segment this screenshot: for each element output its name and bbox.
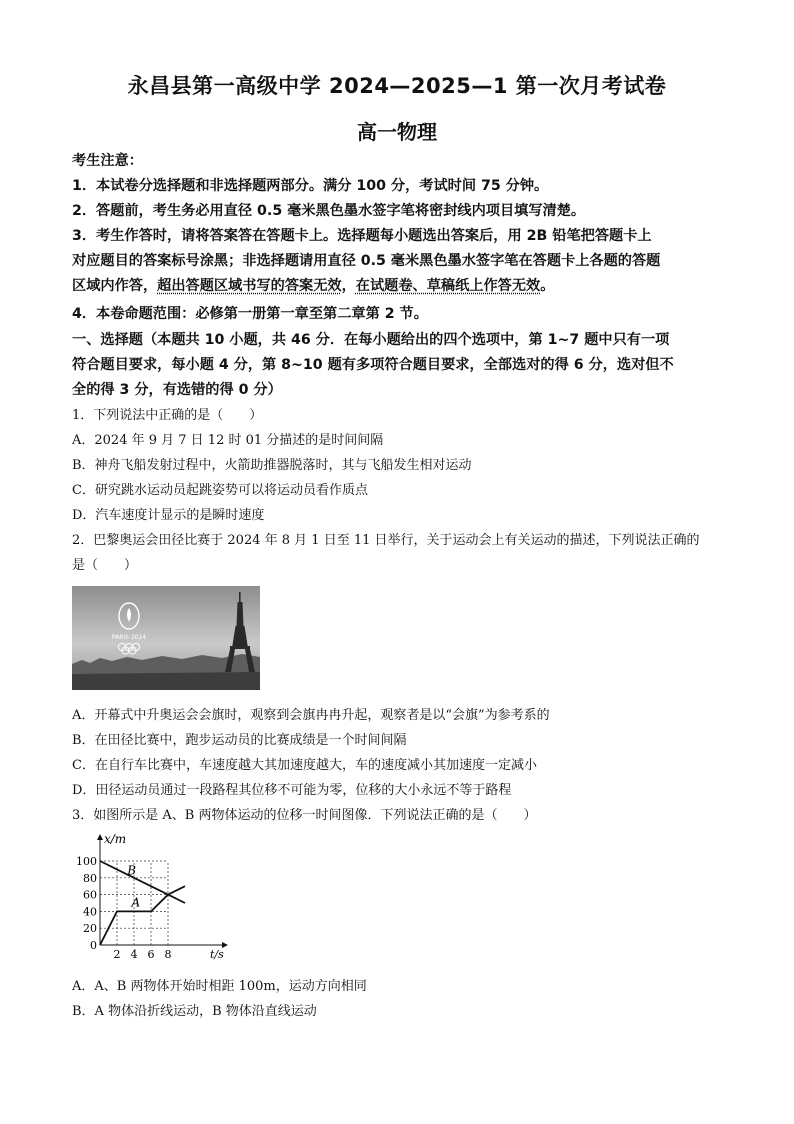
x-axis-label: t/s [210, 948, 224, 960]
section-1-line-2: 符合题目要求，每小题 4 分，第 8~10 题有多项符合题目要求，全部选对的得 6 分，选对但不 [72, 357, 674, 373]
notice-text: ， [341, 278, 356, 294]
notice-item-3-line-3 [72, 275, 554, 295]
x-tick-label: 4 [130, 948, 138, 960]
section-1-line-3: 全的得 3 分，有选错的得 0 分） [72, 382, 282, 398]
notice-text: 。 [540, 278, 555, 294]
origin-label: 0 [90, 939, 97, 952]
q2-option-d: D．田径运动员通过一段路程其位移不可能为零，位移的大小永远不等于路程 [72, 783, 512, 798]
q1-option-a: A．2024 年 9 月 7 日 12 时 01 分描述的是时间间隔 [72, 433, 384, 448]
y-tick-label: 80 [83, 871, 97, 885]
notice-item-2: 2．答题前，考生务必用直径 0.5 毫米黑色墨水签字笔将密封线内项目填写清楚。 [72, 203, 586, 219]
paris-2024-label: PARIS 2024 [111, 634, 147, 641]
emphasis-text: 超出答题区域书写的答案无效 [157, 278, 342, 294]
exam-subtitle: 高一物理 [357, 120, 437, 144]
q2-stem-line-2: 是（ ） [72, 558, 138, 573]
y-tick-label: 100 [76, 855, 97, 868]
q1-option-c: C．研究跳水运动员起跳姿势可以将运动员看作质点 [72, 483, 368, 498]
notice-text: 区域内作答， [72, 278, 158, 294]
displacement-time-graph [72, 832, 234, 960]
q2-option-a: A．开幕式中升奥运会会旗时，观察到会旗冉冉升起，观察者是以“会旗”为参考系的 [72, 708, 550, 723]
q1-option-b: B．神舟飞船发射过程中，火箭助推器脱落时，其与飞船发生相对运动 [72, 458, 472, 473]
q2-stem-line-1: 2．巴黎奥运会田径比赛于 2024 年 8 月 1 日至 11 日举行，关于运动会上有关运动的描述，下列说法正确的 [72, 533, 700, 548]
series-line-a [100, 886, 185, 945]
x-tick-label: 2 [113, 948, 121, 960]
notice-heading: 考生注意： [72, 153, 143, 169]
q1-stem: 1．下列说法中正确的是（ ） [72, 408, 263, 423]
section-1-line-1: 一、选择题（本题共 10 小题，共 46 分．在每小题给出的四个选项中，第 1~7 题中只有一项 [72, 332, 670, 348]
q3-option-a: A．A、B 两物体开始时相距 100m，运动方向相同 [72, 979, 367, 994]
paris-2024-photo [72, 586, 260, 690]
notice-item-1: 1．本试卷分选择题和非选择题两部分。满分 100 分，考试时间 75 分钟。 [72, 178, 549, 194]
notice-item-3-line-2: 对应题目的答案标号涂黑；非选择题请用直径 0.5 毫米黑色墨水签字笔在答题卡上各题的答题 [72, 253, 661, 269]
series-label-a: A [131, 895, 141, 910]
city-foreground [72, 672, 260, 690]
x-tick-label: 8 [164, 948, 172, 960]
series-label-b: B [127, 863, 137, 878]
y-axis-arrow-icon [97, 834, 103, 840]
notice-item-4: 4．本卷命题范围：必修第一册第一章至第二章第 2 节。 [72, 306, 428, 322]
q3-stem: 3．如图所示是 A、B 两物体运动的位移一时间图像．下列说法正确的是（ ） [72, 808, 537, 823]
y-tick-label: 20 [83, 922, 97, 936]
y-tick-label: 60 [83, 888, 97, 902]
y-axis-label: x/m [104, 832, 127, 846]
series-line-b [100, 861, 185, 903]
emphasis-text: 在试题卷、草稿纸上作答无效 [355, 278, 541, 294]
q2-option-c: C．在自行车比赛中，车速度越大其加速度越大，车的速度减小其加速度一定减小 [72, 758, 537, 773]
q2-option-b: B．在田径比赛中，跑步运动员的比赛成绩是一个时间间隔 [72, 733, 407, 748]
q3-option-b: B．A 物体沿折线运动，B 物体沿直线运动 [72, 1004, 317, 1019]
x-tick-label: 6 [147, 948, 155, 960]
notice-item-3-line-1: 3．考生作答时，请将答案答在答题卡上。选择题每小题选出答案后，用 2B 铅笔把答题卡上 [72, 228, 652, 244]
y-tick-label: 40 [83, 905, 97, 919]
q1-option-d: D．汽车速度计显示的是瞬时速度 [72, 508, 265, 523]
exam-title: 永昌县第一高级中学 2024—2025—1 第一次月考试卷 [127, 74, 667, 98]
